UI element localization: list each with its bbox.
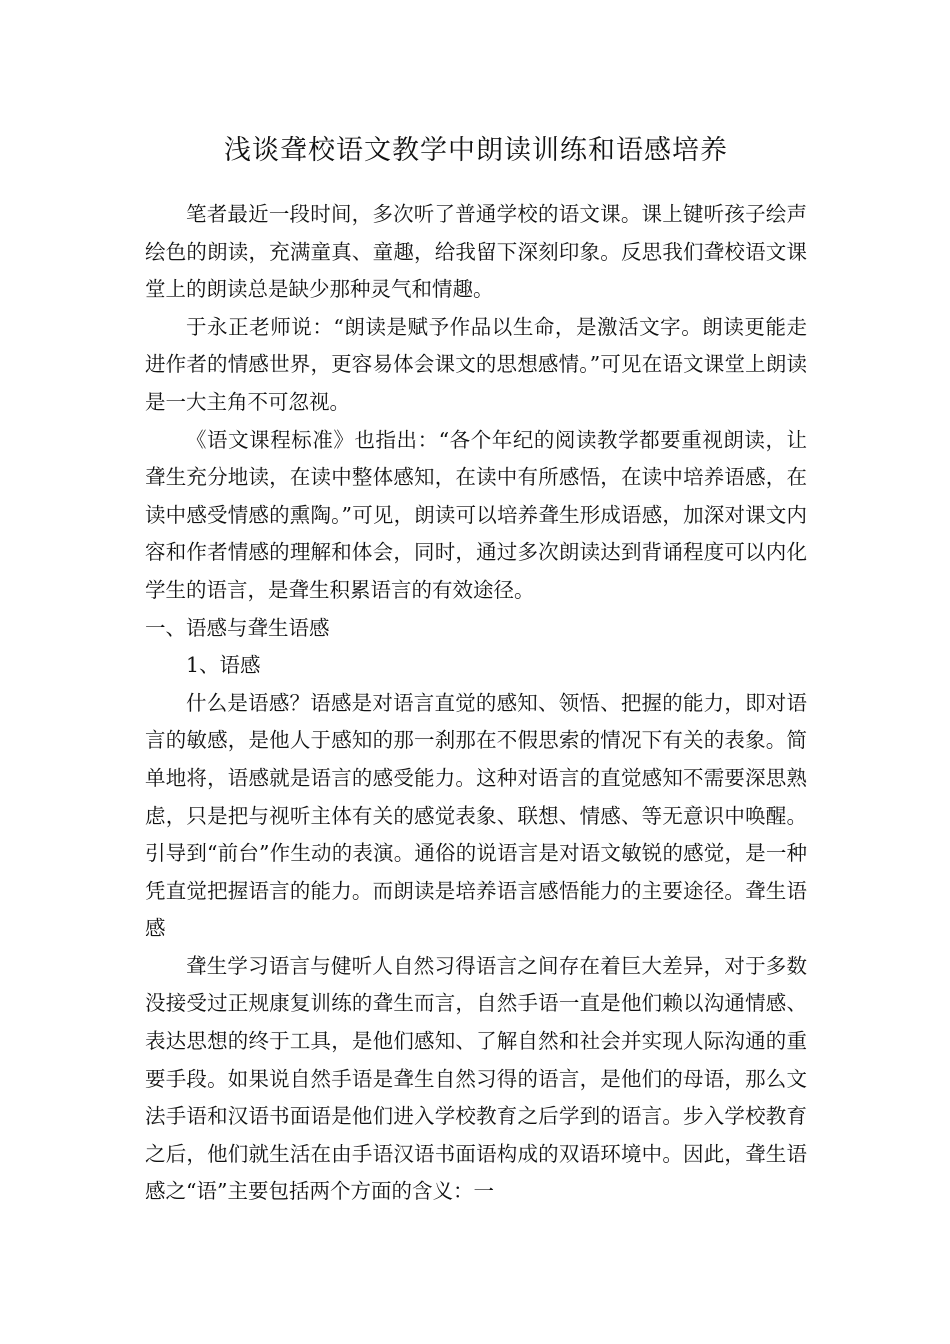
section-heading-1: 一、语感与聋生语感 [145,615,330,640]
paragraph-quote-yu: 于永正老师说：“朗读是赋予作品以生命，是激活文字。朗读更能走进作者的情感世界，更容易体会课文的思想感情。”可见在语文课堂上朗读是一大主角不可忽视。 [145,314,807,414]
paragraph-curriculum-standard: 《语文课程标准》也指出：“各个年纪的阅读教学都要重视朗读，让聋生充分地读，在读中整体感知，在读中有所感悟，在读中培养语感，在读中感受情感的熏陶。”可见，朗读可以培养聋生形成语感，加深对课文内容和作者情感的理解和体会，同时，通过多次朗读达到背诵程度可以内化学生的语言，是聋生积累语言的有效途径。 [145,427,807,602]
paragraph-what-is-language-sense: 什么是语感？语感是对语言直觉的感知、领悟、把握的能力，即对语言的敏感，是他人于感知的那一刹那在不假思索的情况下有关的表象。简单地将，语感就是语言的感受能力。这种对语言的直觉感知不需要深思熟虑，只是把与视听主体有关的感觉表象、联想、情感、等无意识中唤醒。引导到“前台”作生动的表演。通俗的说语言是对语文敏锐的感觉，是一种凭直觉把握语言的能力。而朗读是培养语言感悟能力的主要途径。聋生语感 [145,690,807,941]
document-title: 浅谈聋校语文教学中朗读训练和语感培养 [224,135,728,166]
subsection-heading-1: 1、语感 [186,653,261,678]
paragraph-intro: 笔者最近一段时间，多次听了普通学校的语文课。课上键听孩子绘声绘色的朗读，充满童真、童趣，给我留下深刻印象。反思我们聋校语文课堂上的朗读总是缺少那种灵气和情趣。 [145,202,807,302]
paragraph-deaf-students-language: 聋生学习语言与健听人自然习得语言之间存在着巨大差异，对于多数没接受过正规康复训练的聋生而言，自然手语一直是他们赖以沟通情感、表达思想的终于工具，是他们感知、了解自然和社会并实现人际沟通的重要手段。如果说自然手语是聋生自然习得的语言，是他们的母语，那么文法手语和汉语书面语是他们进入学校教育之后学到的语言。步入学校教育之后，他们就生活在由手语汉语书面语构成的双语环境中。因此，聋生语感之“语”主要包括两个方面的含义：一 [145,953,807,1204]
